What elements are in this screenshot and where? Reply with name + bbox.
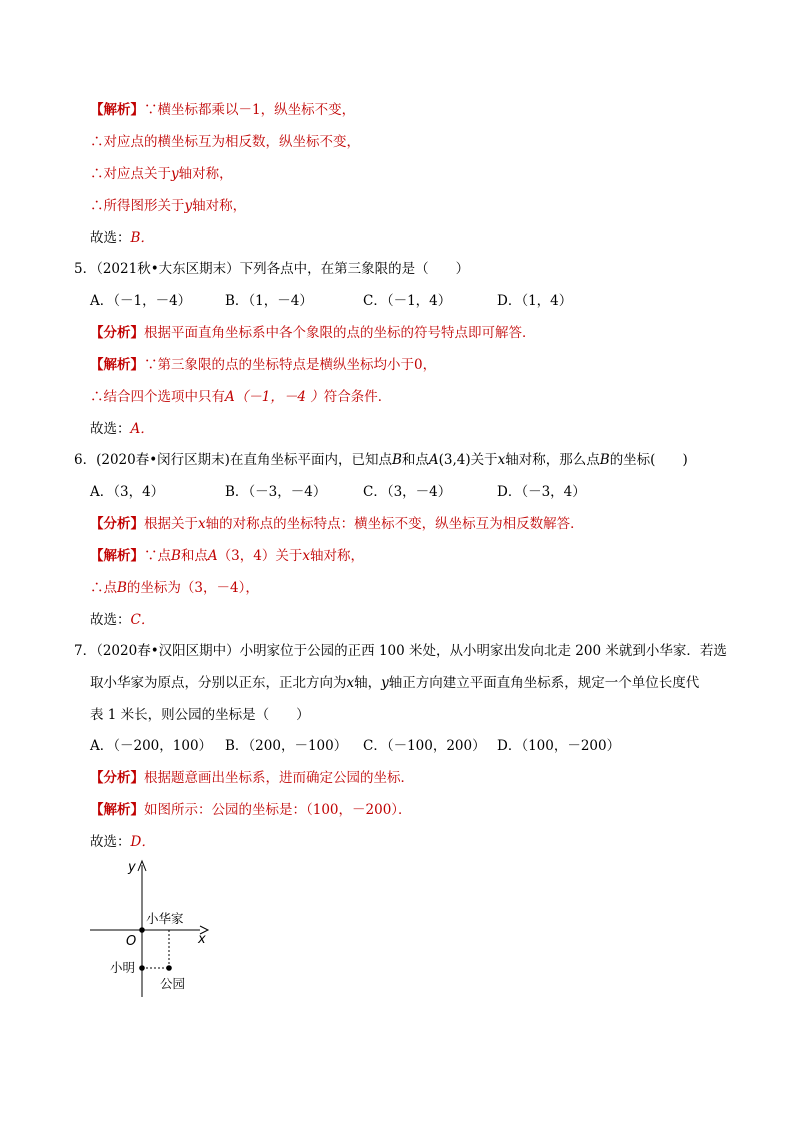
q6-jiexi-2b: 的坐标为（3，－4）， (126, 580, 259, 596)
q6-stem-c: 和点 (401, 452, 429, 468)
q6-fenxi-a: 根据关于 (144, 516, 198, 532)
q5-jiexi-text1a: ∵第三象限的点的坐标特点是横纵坐标均小于 (144, 357, 414, 373)
q5-option-c[interactable]: C．（－1，4） (363, 293, 452, 309)
q6-stem-i: 的坐标( ) (609, 452, 688, 468)
q5-answer: A． (130, 421, 154, 437)
origin-label: O (126, 934, 137, 949)
q7-jiexi-b: ． (398, 802, 412, 818)
q6-jiexi-2-var-b: B (117, 580, 127, 596)
q6-stem-a: 6．(2020春•闵行区期末)在直角坐标平面内，已知点 (74, 452, 392, 468)
q5-jiexi-text2a: ∴结合四个选项中只有 (90, 389, 225, 405)
q5-jiexi-point-a: A（－1，－4 ） (225, 389, 324, 405)
q7-jiexi-a: 如图所示：公园的坐标是： (144, 802, 306, 818)
q6-stem-e: (3,4)关于 (438, 452, 498, 468)
q7-stem-line1: 7．（2020春•汉阳区期中）小明家位于公园的正西 100 米处，从小明家出发向北走 200 米就到小华家．若选 (74, 643, 727, 659)
q6-fenxi-tag: 【分析】 (90, 516, 144, 532)
xiaohua-label: 小华家 (146, 911, 184, 926)
q5-jiexi-tag: 【解析】 (90, 357, 144, 373)
q4-analysis-text2: ∴对应点的横坐标互为相反数，纵坐标不变， (90, 134, 360, 150)
q4-analysis-line1 (90, 100, 355, 120)
q7-jiexi-line (90, 800, 412, 820)
q5-fenxi-tag: 【分析】 (90, 325, 144, 341)
q6-jiexi-b: 和点 (180, 548, 208, 564)
q6-answer: C． (130, 612, 155, 628)
q7-var-y: y (381, 675, 389, 691)
q6-var-x: x (497, 452, 506, 468)
park-point (166, 965, 172, 971)
q7-answer-line (90, 832, 155, 852)
q6-answer-label: 故选： (90, 612, 131, 628)
xiaoming-point (139, 965, 145, 971)
q5-jiexi-text2b: 符合条件． (323, 389, 392, 405)
q6-jiexi-var-a: A (207, 548, 218, 564)
q4-answer-line (90, 228, 154, 248)
q5-fenxi-text: 根据平面直角坐标系中各个象限的点的坐标的符号特点即可解答． (144, 325, 536, 341)
park-label: 公园 (160, 976, 186, 991)
q4-analysis-tag: 【解析】 (90, 102, 144, 118)
q6-jiexi-d: 轴对称， (309, 548, 364, 564)
q6-jiexi-tag: 【解析】 (90, 548, 144, 564)
q7-stem-2b: 轴， (354, 675, 382, 691)
xiaoming-label: 小明 (110, 960, 136, 975)
q7-answer-label: 故选： (90, 834, 131, 850)
q5-answer-line (90, 419, 154, 439)
q6-stem-g: 轴对称，那么点 (505, 452, 600, 468)
q7-stem-2c: 轴正方向建立平面直角坐标系，规定一个单位长度代 (388, 675, 700, 691)
q4-analysis-text3a: ∴对应点关于 (90, 166, 171, 182)
q7-fenxi-text: 根据题意画出坐标系，进而确定公园的坐标． (144, 770, 414, 786)
q4-analysis-text4b: 轴对称， (192, 198, 247, 214)
q6-option-b[interactable]: B．（－3，－4） (225, 484, 327, 500)
q7-answer: D． (130, 834, 155, 850)
q5-jiexi-line2 (90, 387, 391, 407)
q6-jiexi-c: （3，4）关于 (217, 548, 303, 564)
q4-analysis-line3 (90, 164, 233, 184)
q6-option-c[interactable]: C．（3，－4） (363, 484, 452, 500)
q7-stem-2a: 取小华家为原点，分别以正东，正北方向为 (90, 675, 347, 691)
q6-jiexi-a: ∵点 (144, 548, 171, 564)
q6-var-b2: B (599, 452, 610, 468)
q5-jiexi-line1 (90, 355, 436, 375)
q4-analysis-line4 (90, 196, 246, 216)
q4-answer-label: 故选： (90, 230, 131, 246)
q7-fenxi-line (90, 768, 414, 788)
q6-jiexi-line1 (90, 546, 364, 566)
origin-point (139, 927, 145, 933)
q7-jiexi-coord: （100，－200） (306, 802, 399, 818)
q6-jiexi-2a: ∴点 (90, 580, 117, 596)
q6-jiexi-var-b: B (171, 548, 181, 564)
q5-stem: 5．（2021秋•大东区期末）下列各点中，在第三象限的是（ ） (74, 261, 470, 277)
q4-analysis-text3b: 轴对称， (178, 166, 233, 182)
q5-option-a[interactable]: A．（－1，－4） (90, 293, 192, 309)
q6-option-a[interactable]: A．（3，4） (90, 484, 165, 500)
y-label: y (128, 860, 136, 875)
q5-jiexi-zero: 0 (414, 357, 423, 373)
q6-jiexi-line2 (90, 578, 259, 598)
q4-analysis-var-y2: y (184, 198, 193, 214)
q4-analysis-text1: ∵横坐标都乘以－1，纵坐标不变， (144, 102, 356, 118)
q6-var-a: A (428, 452, 439, 468)
q6-answer-line (90, 610, 154, 630)
q7-coordinate-figure (88, 855, 218, 1000)
q5-option-d[interactable]: D．（1，4） (497, 293, 573, 309)
q4-analysis-text4a: ∴所得图形关于 (90, 198, 185, 214)
q7-stem-line3: 表 1 米长，则公园的坐标是（ ） (90, 707, 310, 723)
q7-stem-line2 (90, 673, 699, 693)
q6-stem (74, 450, 688, 470)
q5-jiexi-text1b: ， (422, 357, 437, 373)
q7-option-a[interactable]: A．（－200，100） (90, 738, 213, 754)
q6-fenxi-var-x: x (198, 516, 206, 532)
q5-answer-label: 故选： (90, 421, 131, 437)
q6-option-d[interactable]: D．（－3，4） (497, 484, 586, 500)
q7-option-b[interactable]: B．（200，－100） (225, 738, 348, 754)
q4-analysis-var-y: y (171, 166, 179, 182)
q6-var-b: B (391, 452, 402, 468)
q7-option-d[interactable]: D．（100，－200） (497, 738, 621, 754)
q7-option-c[interactable]: C．（－100，200） (363, 738, 486, 754)
q5-fenxi-line (90, 323, 536, 343)
q6-jiexi-var-x: x (302, 548, 310, 564)
q4-analysis-line2 (90, 132, 360, 152)
x-label: x (198, 932, 206, 947)
q7-var-x: x (346, 675, 355, 691)
q4-answer: B． (130, 230, 154, 246)
q6-fenxi-line (90, 514, 584, 534)
q5-option-b[interactable]: B．（1，－4） (225, 293, 313, 309)
q7-fenxi-tag: 【分析】 (90, 770, 144, 786)
q6-fenxi-b: 轴的对称点的坐标特点：横坐标不变，纵坐标互为相反数解答． (205, 516, 584, 532)
q7-jiexi-tag: 【解析】 (90, 802, 144, 818)
